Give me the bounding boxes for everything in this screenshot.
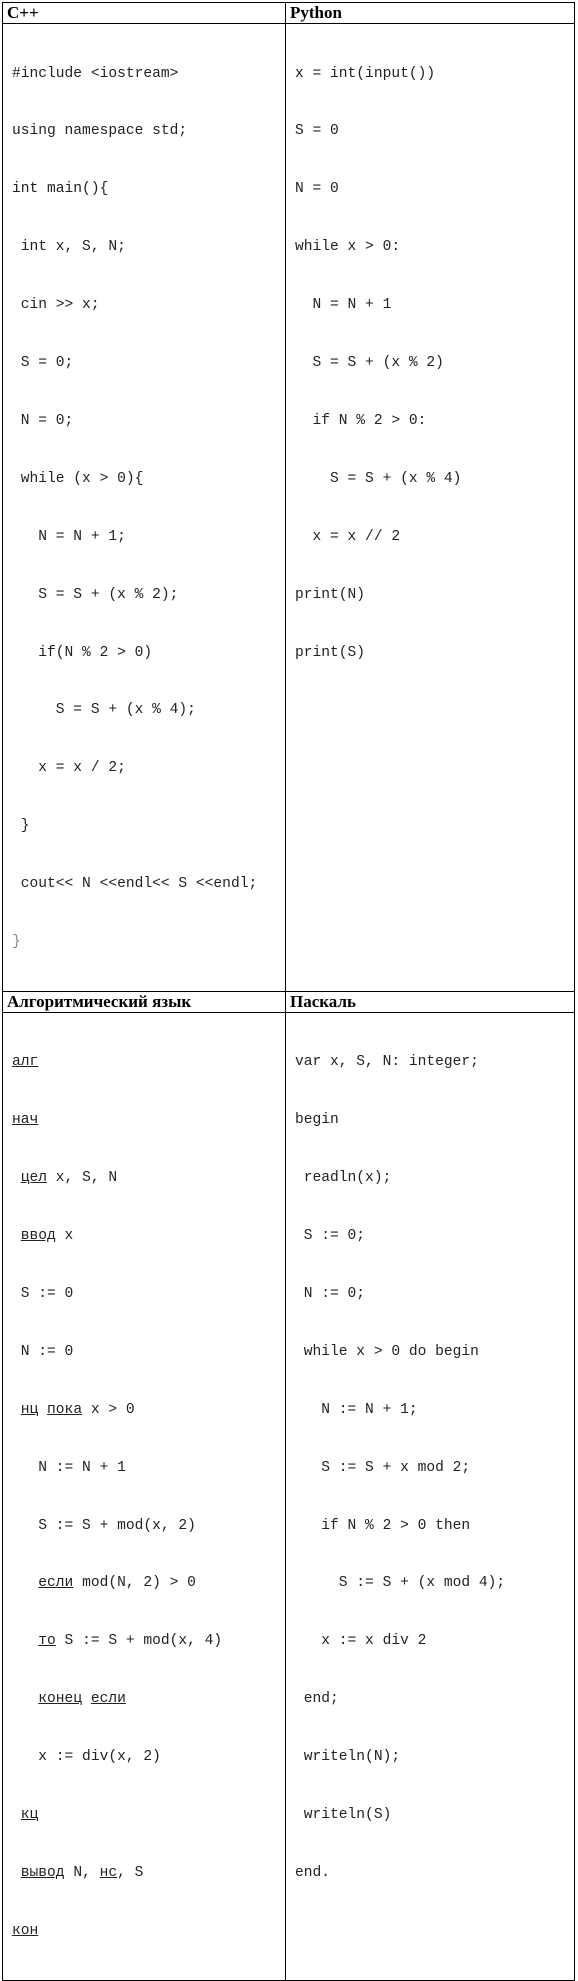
keyword: цел [20, 1170, 48, 1187]
code-line: N := N + 1 [12, 1459, 126, 1476]
code-line [12, 1169, 281, 1188]
code-line: if(N % 2 > 0) [12, 644, 153, 661]
code-line: end; [295, 1691, 339, 1708]
keyword: кц [20, 1807, 39, 1824]
code-line: N = 0; [12, 412, 74, 429]
code-line: if N % 2 > 0 then [295, 1517, 471, 1534]
code-line: var x, S, N: integer; [295, 1054, 479, 1071]
code-line: x := div(x, 2) [12, 1749, 161, 1766]
algo-header: Алгоритмический язык [3, 991, 286, 1012]
code-line: S := 0 [12, 1286, 74, 1302]
code-line: using namespace std; [12, 123, 188, 140]
code-line: S = S + (x % 4) [295, 470, 462, 487]
code-line [12, 1227, 281, 1246]
code-line: writeln(S) [295, 1807, 392, 1824]
code-line: writeln(N); [295, 1749, 401, 1766]
code-line [12, 1401, 281, 1420]
code-line: print(N) [295, 586, 366, 603]
code-line: begin [295, 1112, 339, 1129]
keyword: алг [12, 1054, 39, 1071]
code-line: S := 0; [295, 1228, 366, 1245]
code-line: print(S) [295, 644, 366, 661]
code-line: N = 0 [295, 181, 339, 198]
code-text: S := S + mod(x, 4) [55, 1633, 223, 1650]
keyword: конец [38, 1691, 83, 1708]
code-line: N := N + 1; [295, 1401, 418, 1418]
code-line [12, 1632, 281, 1651]
keyword: ввод [20, 1228, 56, 1245]
code-line: cin >> x; [12, 297, 100, 314]
code-line: cout<< N <<endl<< S <<endl; [12, 876, 258, 893]
code-line: N := 0 [12, 1343, 74, 1360]
code-line: x = x / 2; [12, 760, 126, 777]
code-line: S = 0 [295, 123, 339, 140]
code-line [12, 1053, 281, 1072]
code-text: mod(N, 2) > 0 [73, 1575, 196, 1592]
code-line [12, 1806, 281, 1825]
keyword: нц [20, 1401, 39, 1418]
code-line: while x > 0 do begin [295, 1343, 479, 1360]
code-line: int main(){ [12, 181, 109, 198]
cpp-code-block [3, 24, 286, 992]
code-line: S = S + (x % 2) [295, 355, 444, 372]
code-line: N := 0; [295, 1286, 366, 1302]
code-text: x [55, 1228, 74, 1245]
python-header: Python [286, 3, 575, 24]
code-text: x > 0 [82, 1401, 135, 1418]
keyword: если [38, 1575, 74, 1592]
code-line [12, 1574, 281, 1593]
code-line: } [12, 933, 21, 950]
keyword: нс [99, 1864, 118, 1881]
code-line: S = 0; [12, 355, 74, 372]
keyword: то [38, 1633, 56, 1650]
program-table [2, 2, 575, 1981]
code-line: #include <iostream> [12, 65, 179, 82]
code-line: if N % 2 > 0: [295, 412, 427, 429]
code-line: while (x > 0){ [12, 470, 144, 487]
keyword: вывод [20, 1864, 65, 1881]
code-line: S = S + (x % 4); [12, 702, 196, 719]
code-line: S := S + x mod 2; [295, 1459, 471, 1476]
code-line: end. [295, 1864, 331, 1881]
code-line [12, 1690, 281, 1709]
keyword: кон [12, 1922, 39, 1939]
code-line: x := x div 2 [295, 1633, 427, 1650]
code-line: x = int(input()) [295, 65, 436, 82]
code-line: N = N + 1 [295, 297, 392, 314]
code-line [12, 1922, 281, 1941]
python-code-block [286, 24, 575, 992]
code-line: S := S + mod(x, 2) [12, 1517, 196, 1534]
code-line: int x, S, N; [12, 239, 126, 256]
code-line: readln(x); [295, 1170, 392, 1187]
code-line: S := S + (x mod 4); [295, 1575, 506, 1592]
code-line [12, 1111, 281, 1130]
code-line: x = x // 2 [295, 528, 401, 545]
code-line: } [12, 818, 30, 835]
pascal-header: Паскаль [286, 991, 575, 1012]
cpp-header: C++ [3, 3, 286, 24]
keyword: пока [47, 1401, 83, 1418]
pascal-code-block [286, 1012, 575, 1980]
code-line [12, 1864, 281, 1883]
algo-code-block [3, 1012, 286, 1980]
code-text: , S [117, 1864, 144, 1881]
keyword: если [90, 1691, 126, 1708]
code-line: N = N + 1; [12, 528, 126, 545]
code-line: S = S + (x % 2); [12, 586, 179, 603]
code-text: N, [64, 1864, 100, 1881]
code-text: x, S, N [47, 1170, 118, 1187]
code-line: while x > 0: [295, 239, 401, 256]
keyword: нач [12, 1112, 39, 1129]
